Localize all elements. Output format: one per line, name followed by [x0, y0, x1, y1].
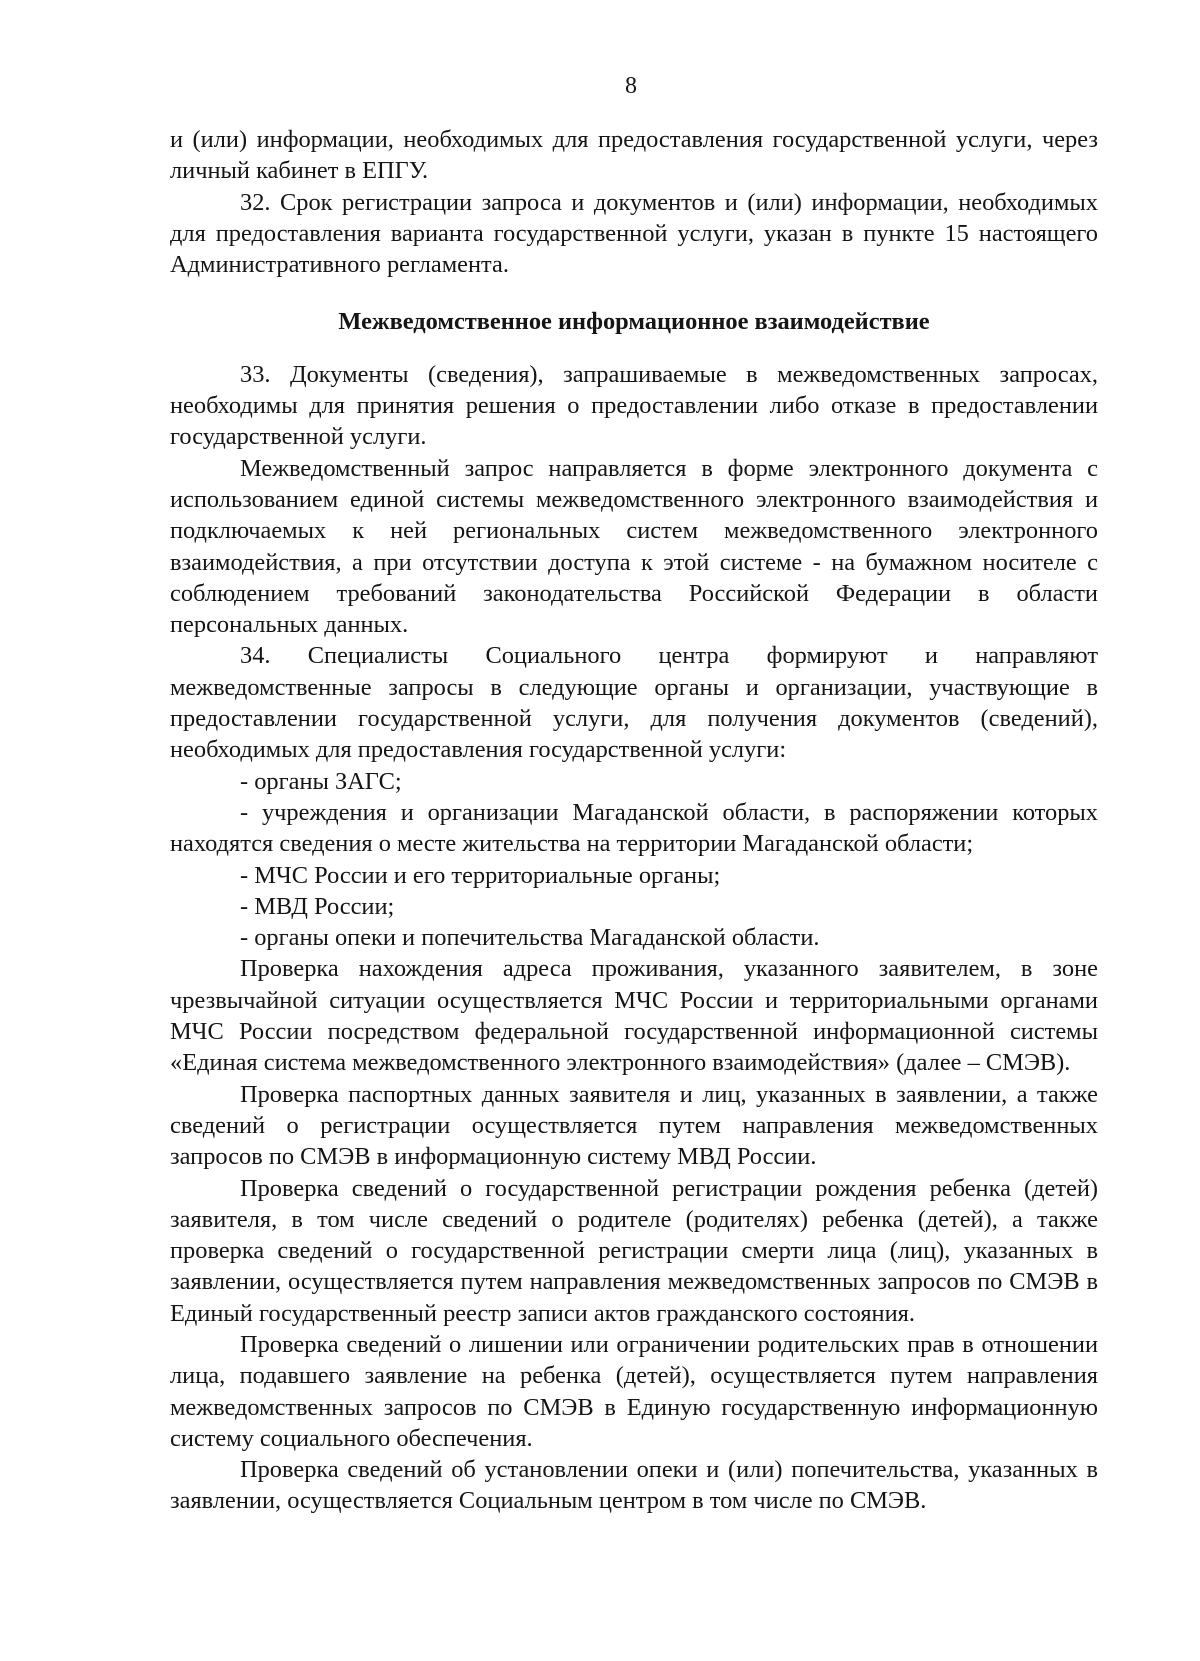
document-body	[170, 124, 1098, 1517]
page-number: 8	[625, 73, 637, 99]
paragraph-guardianship-check: Проверка сведений об установлении опеки и (или) попечительства, указанных в заявлении, осуществляется Социальным центром в том числе по СМЭВ.	[170, 1456, 1098, 1515]
list-item-guardianship: - органы опеки и попечительства Магаданской области.	[240, 924, 820, 952]
paragraph-parental-rights-check: Проверка сведений о лишении или ограничении родительских прав в отношении лица, подавшего заявление на ребенка (детей), осуществляется путем направления межведомственных запросов по СМЭВ в Единую государственную информационную систему социального обеспечения.	[170, 1330, 1098, 1452]
list-item-institutions: - учреждения и организации Магаданской области, в распоряжении которых находятся сведения о месте жительства на территории Магаданской области;	[170, 798, 1098, 858]
list-item-zags: - органы ЗАГС;	[240, 767, 402, 795]
list-item-mchs: - МЧС России и его территориальные органы;	[240, 861, 721, 889]
paragraph-passport-check: Проверка паспортных данных заявителя и лиц, указанных в заявлении, а также сведений о регистрации осуществляется путем направления межведомственных запросов по СМЭВ в информационную систему МВД России.	[170, 1080, 1098, 1171]
paragraph-32: 32. Срок регистрации запроса и документов и (или) информации, необходимых для предоставления варианта государственной услуги, указан в пункте 15 настоящего Административного регламента.	[170, 188, 1098, 279]
paragraph-34: 34. Специалисты Социального центра формируют и направляют межведомственные запросы в следующие органы и организации, участвующие в предоставлении государственной услуги, для получения документов (сведений), необходимых для предоставления государственной услуги:	[170, 642, 1098, 764]
paragraph-civil-registry-check: Проверка сведений о государственной регистрации рождения ребенка (детей) заявителя, в том числе сведений о родителе (родителях) ребенка (детей), а также проверка сведений о государственной регистрации смерти лица (лиц), указанных в заявлении, осуществляется путем направления межведомственных запросов по СМЭВ в Единый государственный реестр записи актов гражданского состояния.	[170, 1174, 1098, 1327]
paragraph-interagency-request: Межведомственный запрос направляется в форме электронного документа с использованием единой системы межведомственного электронного взаимодействия и подключаемых к ней региональных систем межведомственного электронного взаимодействия, а при отсутствии доступа к этой системе - на бумажном носителе с соблюдением требований законодательства Российской Федерации в области персональных данных.	[170, 454, 1098, 639]
list-item-mvd: - МВД России;	[240, 892, 395, 920]
section-heading: Межведомственное информационное взаимодействие	[338, 308, 930, 336]
paragraph-continuation: и (или) информации, необходимых для предоставления государственной услуги, через личный кабинет в ЕПГУ.	[170, 126, 1098, 185]
paragraph-33: 33. Документы (сведения), запрашиваемые в межведомственных запросах, необходимы для принятия решения о предоставлении либо отказе в предоставлении государственной услуги.	[170, 360, 1098, 451]
paragraph-emergency-check: Проверка нахождения адреса проживания, указанного заявителем, в зоне чрезвычайной ситуации осуществляется МЧС России и территориальными органами МЧС России посредством федеральной государственной информационной системы «Единая система межведомственного электронного взаимодействия» (далее – СМЭВ).	[170, 955, 1098, 1077]
